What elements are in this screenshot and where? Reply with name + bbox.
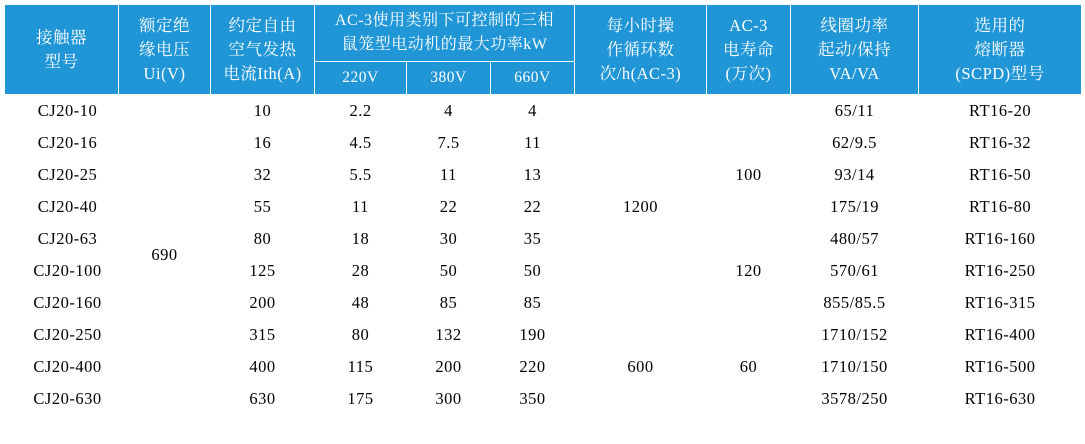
cell-cycles: 1200 bbox=[575, 95, 707, 319]
cell-p220: 48 bbox=[315, 287, 407, 319]
cell-scpd: RT16-20 bbox=[919, 95, 1082, 127]
header-row-1 bbox=[5, 5, 1082, 62]
cell-coil-power: 855/85.5 bbox=[791, 287, 919, 319]
cell-coil-power: 480/57 bbox=[791, 223, 919, 255]
cell-p660: 35 bbox=[491, 223, 575, 255]
cell-scpd: RT16-500 bbox=[919, 351, 1082, 383]
cell-ith: 16 bbox=[211, 127, 315, 159]
cell-electrical-life bbox=[707, 95, 791, 127]
cell-coil-power: 93/14 bbox=[791, 159, 919, 191]
cell-coil-power: 3578/250 bbox=[791, 383, 919, 415]
header-thermal-current: 约定自由 空气发热 电流Ith(A) bbox=[211, 5, 315, 95]
header-insulation-voltage: 额定绝 缘电压 Ui(V) bbox=[119, 5, 211, 95]
cell-p380: 30 bbox=[407, 223, 491, 255]
header-operating-cycles: 每小时操 作循环数 次/h(AC-3) bbox=[575, 5, 707, 95]
cell-p220: 18 bbox=[315, 223, 407, 255]
cell-model: CJ20-40 bbox=[5, 191, 119, 223]
cell-p380: 22 bbox=[407, 191, 491, 223]
cell-p660: 85 bbox=[491, 287, 575, 319]
cell-p660: 13 bbox=[491, 159, 575, 191]
cell-coil-power: 62/9.5 bbox=[791, 127, 919, 159]
cell-p380: 50 bbox=[407, 255, 491, 287]
cell-p660: 22 bbox=[491, 191, 575, 223]
cell-ith: 400 bbox=[211, 351, 315, 383]
header-ac3-power-group: AC-3使用类别下可控制的三相 鼠笼型电动机的最大功率kW bbox=[315, 5, 575, 62]
header-coil-power: 线圈功率 起动/保持 VA/VA bbox=[791, 5, 919, 95]
cell-p380: 7.5 bbox=[407, 127, 491, 159]
cell-p380: 85 bbox=[407, 287, 491, 319]
cell-insulation-voltage: 690 bbox=[119, 95, 211, 415]
cell-p660: 50 bbox=[491, 255, 575, 287]
cell-p380: 4 bbox=[407, 95, 491, 127]
table-body bbox=[5, 95, 1082, 415]
cell-p380: 132 bbox=[407, 319, 491, 351]
cell-scpd: RT16-315 bbox=[919, 287, 1082, 319]
cell-p220: 115 bbox=[315, 351, 407, 383]
header-model: 接触器 型号 bbox=[5, 5, 119, 95]
cell-ith: 10 bbox=[211, 95, 315, 127]
cell-p380: 300 bbox=[407, 383, 491, 415]
cell-scpd: RT16-50 bbox=[919, 159, 1082, 191]
cell-model: CJ20-630 bbox=[5, 383, 119, 415]
cell-model: CJ20-16 bbox=[5, 127, 119, 159]
cell-model: CJ20-10 bbox=[5, 95, 119, 127]
table-row bbox=[5, 95, 1082, 127]
cell-p220: 5.5 bbox=[315, 159, 407, 191]
cell-scpd: RT16-32 bbox=[919, 127, 1082, 159]
header-ac3-660v: 660V bbox=[491, 62, 575, 95]
cell-scpd: RT16-250 bbox=[919, 255, 1082, 287]
header-ac3-380v: 380V bbox=[407, 62, 491, 95]
cell-model: CJ20-100 bbox=[5, 255, 119, 287]
cell-scpd: RT16-630 bbox=[919, 383, 1082, 415]
cell-cycles: 600 bbox=[575, 319, 707, 415]
cell-coil-power: 1710/152 bbox=[791, 319, 919, 351]
cell-p220: 28 bbox=[315, 255, 407, 287]
contactor-spec-table bbox=[4, 4, 1082, 415]
cell-p220: 175 bbox=[315, 383, 407, 415]
cell-scpd: RT16-80 bbox=[919, 191, 1082, 223]
cell-electrical-life: 100 bbox=[707, 127, 791, 223]
header-electrical-life: AC-3 电寿命 (万次) bbox=[707, 5, 791, 95]
cell-p660: 350 bbox=[491, 383, 575, 415]
cell-model: CJ20-63 bbox=[5, 223, 119, 255]
cell-coil-power: 1710/150 bbox=[791, 351, 919, 383]
cell-ith: 55 bbox=[211, 191, 315, 223]
cell-ith: 200 bbox=[211, 287, 315, 319]
cell-p380: 11 bbox=[407, 159, 491, 191]
cell-p660: 11 bbox=[491, 127, 575, 159]
cell-coil-power: 65/11 bbox=[791, 95, 919, 127]
header-scpd: 选用的 熔断器 (SCPD)型号 bbox=[919, 5, 1082, 95]
cell-p660: 4 bbox=[491, 95, 575, 127]
cell-model: CJ20-250 bbox=[5, 319, 119, 351]
cell-scpd: RT16-160 bbox=[919, 223, 1082, 255]
cell-model: CJ20-160 bbox=[5, 287, 119, 319]
cell-p220: 11 bbox=[315, 191, 407, 223]
header-ac3-220v: 220V bbox=[315, 62, 407, 95]
cell-ith: 315 bbox=[211, 319, 315, 351]
cell-scpd: RT16-400 bbox=[919, 319, 1082, 351]
cell-ith: 80 bbox=[211, 223, 315, 255]
cell-ith: 125 bbox=[211, 255, 315, 287]
cell-p660: 220 bbox=[491, 351, 575, 383]
cell-ith: 630 bbox=[211, 383, 315, 415]
cell-coil-power: 175/19 bbox=[791, 191, 919, 223]
cell-p660: 190 bbox=[491, 319, 575, 351]
cell-electrical-life: 120 bbox=[707, 223, 791, 319]
cell-electrical-life: 60 bbox=[707, 319, 791, 415]
cell-ith: 32 bbox=[211, 159, 315, 191]
cell-model: CJ20-25 bbox=[5, 159, 119, 191]
table-header bbox=[5, 5, 1082, 95]
cell-p220: 4.5 bbox=[315, 127, 407, 159]
cell-p380: 200 bbox=[407, 351, 491, 383]
cell-p220: 80 bbox=[315, 319, 407, 351]
cell-model: CJ20-400 bbox=[5, 351, 119, 383]
cell-p220: 2.2 bbox=[315, 95, 407, 127]
cell-coil-power: 570/61 bbox=[791, 255, 919, 287]
